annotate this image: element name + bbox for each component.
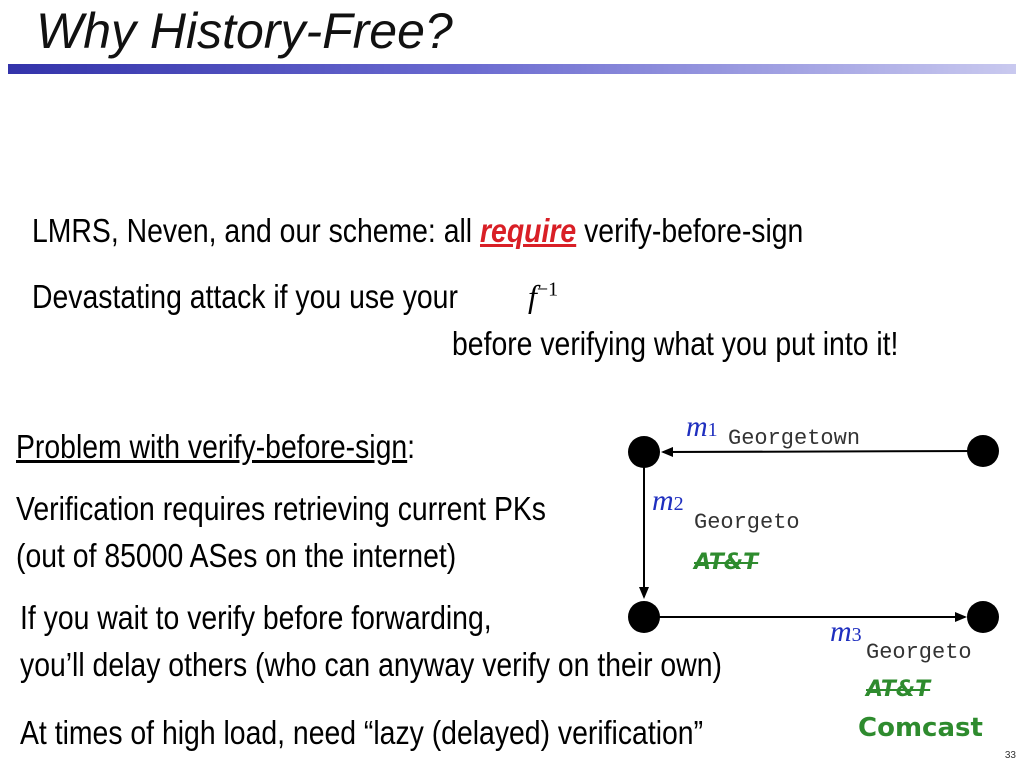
node-bottom-left (628, 601, 660, 633)
node-top-right (967, 435, 999, 467)
m3-comcast: Comcast (858, 713, 983, 743)
m3-var: m (830, 615, 852, 648)
problem-heading-colon: : (407, 428, 416, 465)
page-number: 33 (1004, 750, 1016, 761)
m2-sub: 2 (673, 493, 684, 515)
math-exp: −1 (536, 278, 559, 301)
m1-text: Georgetown (728, 426, 861, 451)
line-attack-continuation: before verifying what you put into it! (452, 325, 899, 362)
problem-line-2: (out of 85000 ASes on the internet) (16, 537, 457, 574)
slide-title: Why History-Free? (36, 3, 453, 59)
problem-line-4: you’ll delay others (who can anyway verify on their own) (20, 646, 722, 683)
require-emphasis: require (479, 212, 577, 249)
m3-text: Georgeto (866, 640, 972, 665)
node-top-left (628, 436, 660, 468)
m1-sub: 1 (707, 419, 718, 441)
m3-att: AT&T (866, 677, 931, 702)
m2-att: AT&T (694, 550, 759, 575)
m3-label (830, 615, 862, 649)
problem-line-5: At times of high load, need “lazy (delayed) verification” (20, 714, 704, 751)
m1-var: m (686, 410, 708, 443)
m1-label (686, 410, 718, 444)
line-require-after: verify-before-sign (576, 212, 804, 249)
problem-line-3: If you wait to verify before forwarding, (20, 599, 492, 636)
m2-text: Georgeto (694, 510, 800, 535)
arrow-m1 (663, 451, 983, 452)
m3-sub: 3 (851, 624, 862, 646)
math-f: f (528, 278, 537, 314)
m2-label (652, 484, 684, 518)
m2-var: m (652, 484, 674, 517)
problem-line-1: Verification requires retrieving current PKs (16, 490, 547, 527)
line-attack-text: Devastating attack if you use your (32, 278, 458, 315)
line-require-before: LMRS, Neven, and our scheme: all (32, 212, 480, 249)
node-bottom-right (967, 601, 999, 633)
problem-heading-text: Problem with verify-before-sign (16, 428, 408, 465)
